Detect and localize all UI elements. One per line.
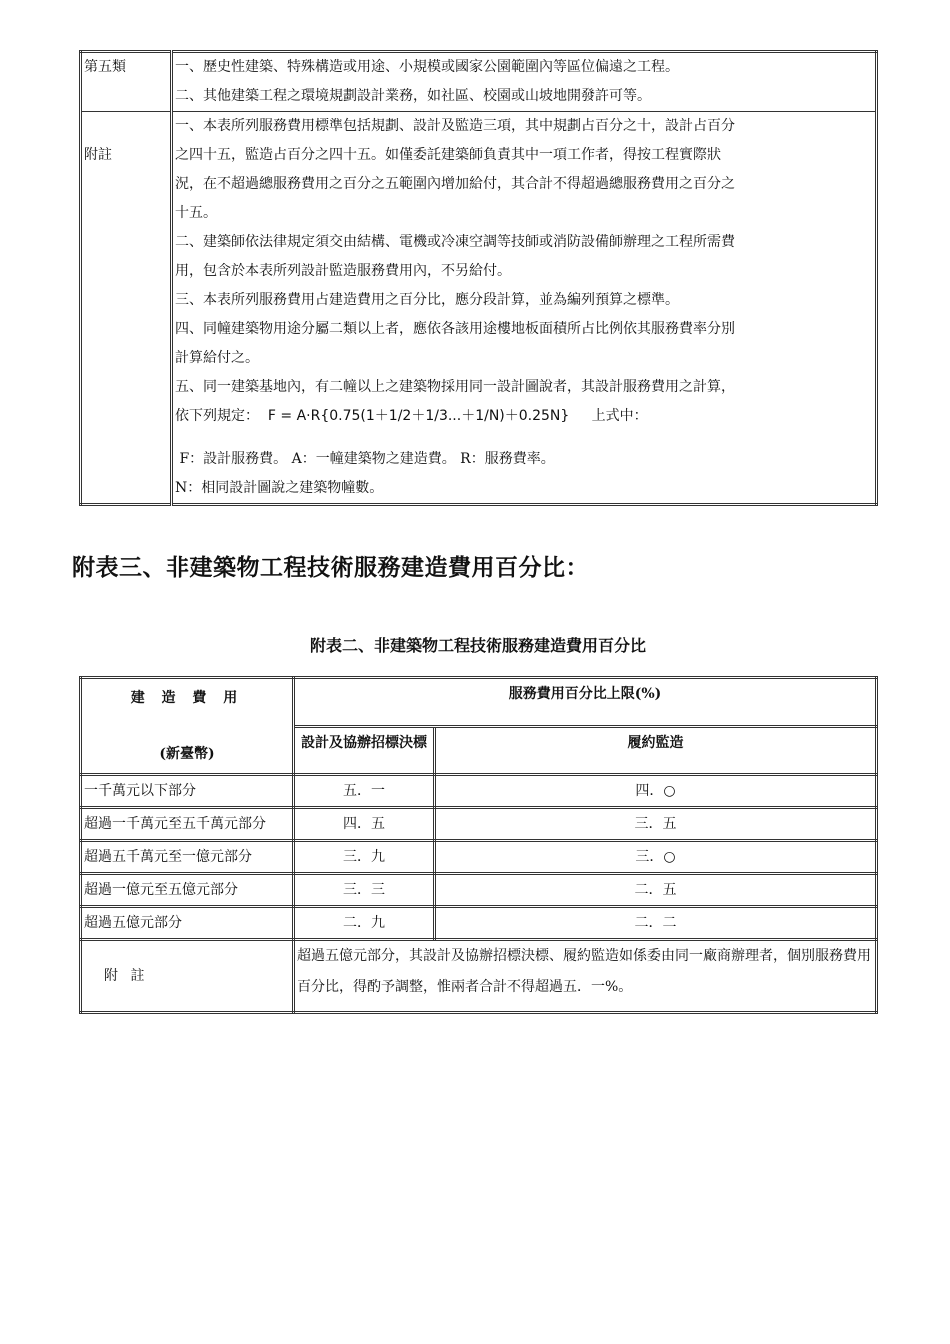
category-five-line: 二、其他建築工程之環境規劃設計業務，如社區、校園或山坡地開發許可等。 bbox=[175, 88, 651, 104]
design-percent-cell: 三．九 bbox=[294, 841, 435, 874]
table-row bbox=[81, 907, 877, 940]
note-row bbox=[81, 940, 877, 1013]
table-row bbox=[81, 874, 877, 907]
cost-range-cell: 超過五億元部分 bbox=[81, 907, 294, 940]
fee-category-table bbox=[79, 50, 878, 506]
spacer bbox=[175, 431, 873, 445]
cost-range-cell: 超過一千萬元至五千萬元部分 bbox=[81, 808, 294, 841]
supervision-percent-cell: 二．二 bbox=[435, 907, 877, 940]
note-label: 附 註 bbox=[81, 940, 294, 1013]
table-caption: 附表二、非建築物工程技術服務建造費用百分比 bbox=[309, 636, 646, 655]
formula-legend: N：相同設計圖說之建築物幢數。 bbox=[175, 480, 384, 496]
cost-column-header bbox=[81, 678, 294, 775]
section-title: 附表三、非建築物工程技術服務建造費用百分比： bbox=[72, 554, 589, 581]
percentage-group-header: 服務費用百分比上限(%) bbox=[294, 678, 877, 727]
notes-content bbox=[172, 112, 877, 505]
design-percent-cell: 五．一 bbox=[294, 775, 435, 808]
formula-line bbox=[175, 402, 873, 431]
fee-formula: F = A·R{0.75(1＋1/2＋1/3...＋1/N)＋0.25N} bbox=[267, 408, 570, 424]
note-line: 一、本表所列服務費用標準包括規劃、設計及監造三項，其中規劃占百分之十，設計占百分 bbox=[175, 118, 735, 134]
note-line: 用，包含於本表所列設計監造服務費用內，不另給付。 bbox=[175, 263, 511, 279]
category-five-line: 一、歷史性建築、特殊構造或用途、小規模或國家公園範圍內等區位偏遠之工程。 bbox=[175, 59, 679, 75]
notes-row bbox=[81, 112, 877, 505]
note-line: 之四十五，監造占百分之四十五。如僅委託建築師負責其中一項工作者，得按工程實際狀 bbox=[175, 147, 721, 163]
fee-percentage-table bbox=[79, 676, 878, 1014]
formula-legend-text: F：設計服務費。 A：一幢建築物之建造費。 R：服務費率。 bbox=[179, 451, 555, 467]
supervision-percent-cell: 三．○ bbox=[435, 841, 877, 874]
note-line: 計算給付之。 bbox=[175, 350, 259, 366]
supervision-percent-cell: 二．五 bbox=[435, 874, 877, 907]
notes-label: 附註 bbox=[81, 112, 172, 505]
formula-legend bbox=[175, 445, 873, 474]
cost-range-cell: 超過一億元至五億元部分 bbox=[81, 874, 294, 907]
design-percent-cell: 三．三 bbox=[294, 874, 435, 907]
cost-range-cell: 一千萬元以下部分 bbox=[81, 775, 294, 808]
category-five-row bbox=[81, 52, 877, 112]
formula-suffix: 上式中： bbox=[591, 408, 648, 424]
currency-label: (新臺幣) bbox=[159, 746, 215, 762]
table-header-row bbox=[81, 678, 877, 727]
note-line: 三、本表所列服務費用占建造費用之百分比，應分段計算，並為編列預算之標準。 bbox=[175, 292, 679, 308]
note-line: 五、同一建築基地內，有二幢以上之建築物採用同一設計圖說者，其設計服務費用之計算， bbox=[175, 379, 735, 395]
supervision-column-header: 履約監造 bbox=[435, 726, 877, 775]
table-row bbox=[81, 841, 877, 874]
category-five-content bbox=[172, 52, 877, 112]
note-line: 二、建築師依法律規定須交由結構、電機或冷凍空調等技師或消防設備師辦理之工程所需費 bbox=[175, 234, 735, 250]
supervision-percent-cell: 四．○ bbox=[435, 775, 877, 808]
note-line: 四、同幢建築物用途分屬二類以上者，應依各該用途樓地板面積所占比例依其服務費率分別 bbox=[175, 321, 735, 337]
design-column-header: 設計及協辦招標決標 bbox=[294, 726, 435, 775]
note-line: 況，在不超過總服務費用之百分之五範圍內增加給付，其合計不得超過總服務費用之百分之 bbox=[175, 176, 735, 192]
note-line: 十五。 bbox=[175, 205, 217, 221]
formula-prefix: 依下列規定： bbox=[175, 408, 259, 424]
category-five-label: 第五類 bbox=[81, 52, 172, 112]
design-percent-cell: 四．五 bbox=[294, 808, 435, 841]
note-text: 超過五億元部分，其設計及協辦招標決標、履約監造如係委由同一廠商辦理者，個別服務費用百分比，得酌予調整，惟兩者合計不得超過五．一%。 bbox=[294, 940, 877, 1013]
table-row bbox=[81, 775, 877, 808]
design-percent-cell: 二．九 bbox=[294, 907, 435, 940]
cost-range-cell: 超過五千萬元至一億元部分 bbox=[81, 841, 294, 874]
table-row bbox=[81, 808, 877, 841]
cost-header-label: 建 造 費 用 bbox=[130, 690, 244, 706]
supervision-percent-cell: 三．五 bbox=[435, 808, 877, 841]
